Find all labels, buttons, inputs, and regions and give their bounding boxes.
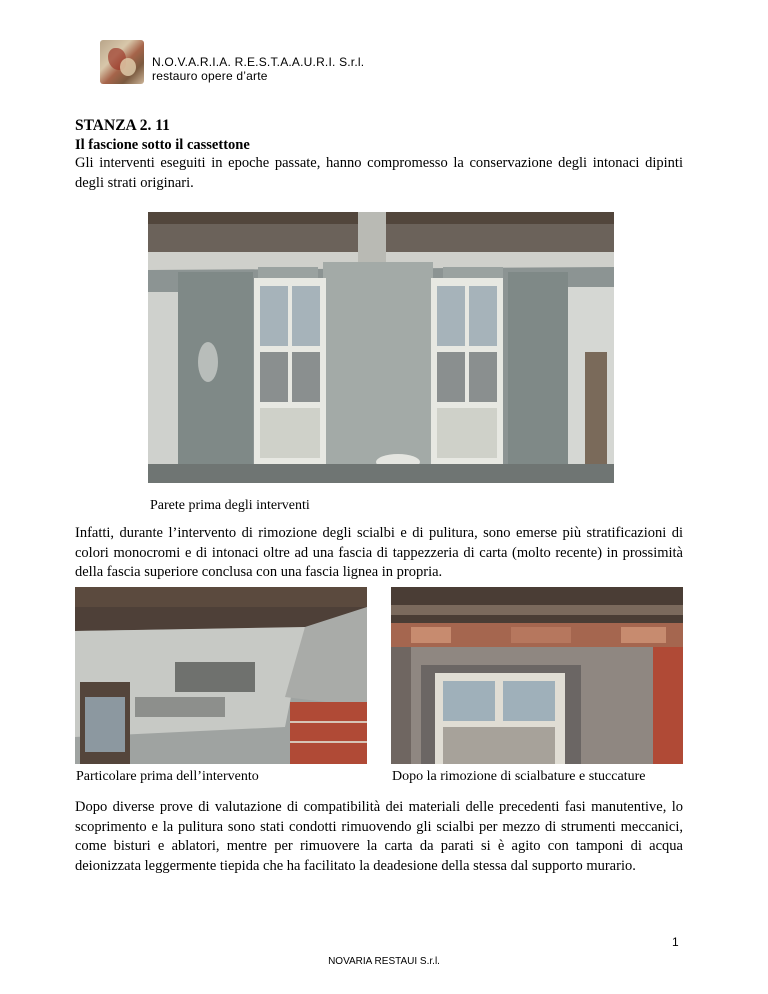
company-tagline: restauro opere d’arte (152, 69, 268, 83)
photo-detail-before (75, 587, 367, 764)
company-block (152, 55, 364, 83)
photo-after-removal (391, 587, 683, 764)
section-subtitle: Il fascione sotto il cassettone (75, 137, 250, 153)
company-name: N.O.V.A.R.I.A. R.E.S.T.A.A.U.R.I. S.r.l. (152, 55, 365, 69)
footer-company: NOVARIA RESTAUI S.r.l. (328, 956, 440, 967)
company-logo (100, 40, 144, 84)
caption-after-removal: Dopo la rimozione di scialbature e stuccature (392, 769, 646, 784)
caption-wall-before: Parete prima degli interventi (150, 498, 310, 513)
document-body (75, 116, 683, 193)
caption-detail-before: Particolare prima dell’intervento (76, 769, 259, 784)
paragraph-method: Dopo diverse prove di valutazione di compatibilità dei materiali delle precedenti fasi manutentive, lo scoprimento e la pulitura sono stati condotti rimuovendo gli scialbi per mezzo di strumenti meccanici, come bisturi e ablatori, mentre per rimuovere la carta da parati si è agito con tamponi di acqua deionizzata leggermente tiepida che ha facilitato la deadesione della stessa dal supporto murario. (75, 799, 683, 874)
photo-wall-before (148, 212, 614, 483)
paragraph-intro: Gli interventi eseguiti in epoche passate, hanno compromesso la conservazione degli intonaci dipinti degli strati originari. (75, 155, 683, 191)
paragraph-stratification: Infatti, durante l’intervento di rimozione degli scialbi e di pulitura, sono emerse più stratificazioni di colori monocromi e di intonaci oltre ad una fascia di tappezzeria di carta (molto recente) in prossimità della fascia superiore conclusa con una fascia lignea in propria. (75, 525, 683, 580)
page-number: 1 (672, 935, 679, 949)
section-title: STANZA 2. 11 (75, 117, 170, 134)
